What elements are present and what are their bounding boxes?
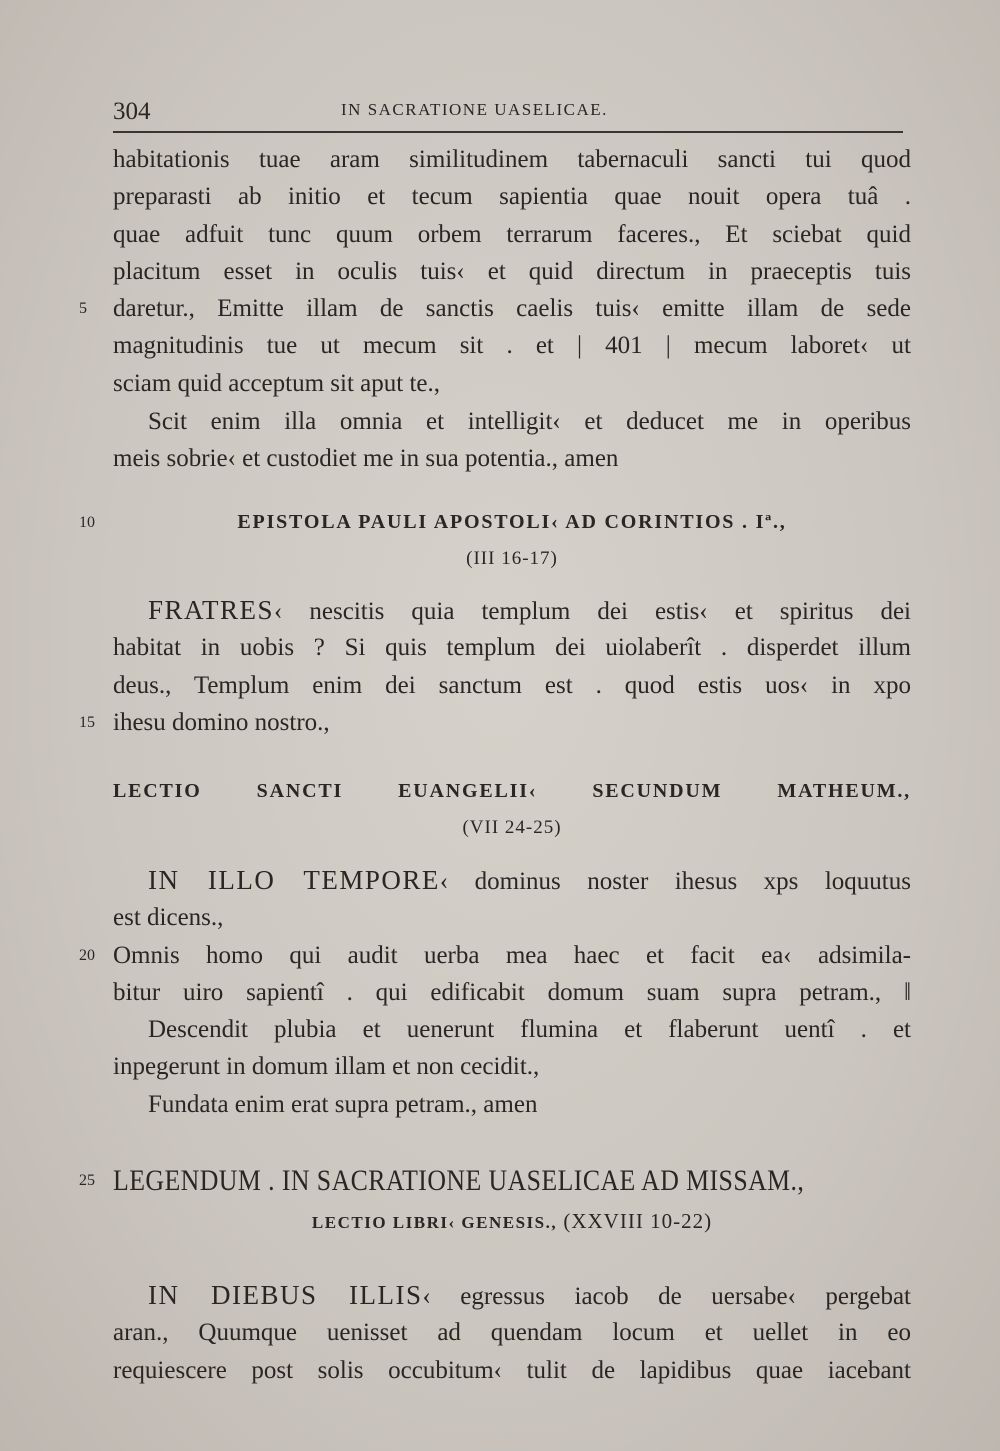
epistola-text: [79, 592, 911, 741]
lectio-text: [79, 862, 911, 1123]
text-line: Fundata enim erat supra petram., amen: [148, 1090, 538, 1118]
text-line: aran., Quumque uenisset ad quendam locum et uellet in eo: [113, 1319, 911, 1347]
text-line: Descendit plubia et uenerunt flumina et flaberunt uentî . et: [148, 1016, 911, 1044]
epistola-reference-line: [113, 539, 911, 575]
text-line: inpegerunt in domum illam et non cecidit.,: [113, 1053, 540, 1081]
text-line: habitat in uobis ? Si quis templum dei uiolaberît . disperdet illum: [113, 634, 911, 662]
legendum-first-words: IN DIEBUS ILLIS: [148, 1280, 423, 1310]
text-line: est dicens.,: [113, 904, 224, 932]
text-line-15: [79, 704, 911, 741]
text-line: bitur uiro sapientî . qui edificabit domum suam supra petram., ‖: [113, 978, 911, 1006]
text-line-content: ‹ egressus iacob de uersabe‹ pergebat: [422, 1283, 912, 1310]
header-rule: [113, 131, 903, 133]
line-number: 5: [79, 300, 87, 318]
text-line: sciam quid acceptum sit aput te.,: [113, 369, 440, 397]
legendum-subtitle: LECTIO LIBRI‹ GENESIS.,: [311, 1213, 558, 1232]
text-line: Scit enim illa omnia et intelligit‹ et deducet me in operibus: [148, 408, 911, 435]
page-header: [113, 96, 903, 132]
text-line-20: [79, 937, 911, 974]
lectio-title-line: [113, 771, 911, 808]
line-number: 15: [79, 713, 95, 731]
legendum-subtitle-reference: (XXVIII 10-22): [563, 1209, 713, 1233]
lectio-reference: (VII 24-25): [462, 817, 562, 839]
epistola-title: EPISTOLA PAULI APOSTOLI‹ AD CORINTIOS . Iª.,: [237, 511, 787, 533]
line-number: 10: [79, 514, 95, 531]
text-line: [113, 1277, 911, 1314]
text-line: [113, 592, 911, 629]
lectio-title: LECTIO SANCTI EUANGELII‹ SECUNDUM MATHEUM.,: [113, 780, 911, 802]
legendum-title-line: [79, 1160, 911, 1202]
text-line-content: Omnis homo qui audit uerba mea haec et facit ea‹ adsimila-: [113, 941, 911, 969]
lectio-first-words: IN ILLO TEMPORE: [148, 865, 440, 895]
text-line: placitum esset in oculis tuis‹ et quid directum in praeceptis tuis: [113, 257, 911, 285]
text-line: [113, 862, 911, 899]
text-line: habitationis tuae aram similitudinem tabernaculi sancti tui quod: [113, 146, 911, 173]
lectio-heading: [113, 771, 911, 844]
text-line: magnitudinis tue ut mecum sit . et | 401 | mecum laboret‹ ut: [113, 332, 911, 360]
text-line-content: ihesu domino nostro.,: [113, 708, 330, 736]
text-line-content: ‹ dominus noster ihesus xps loquutus: [439, 868, 911, 895]
text-line: meis sobrie‹ et custodiet me in sua potentia., amen: [113, 445, 619, 473]
epistola-title-line: [79, 502, 911, 539]
epistola-first-word: FRATRES: [148, 595, 275, 625]
line-number: 25: [79, 1172, 95, 1189]
legendum-subtitle-line: [113, 1202, 911, 1240]
paragraph-wisdom: [79, 141, 911, 402]
text-line-content: ‹ nescitis quia templum dei estis‹ et spiritus dei: [274, 598, 911, 625]
text-line-5: [79, 290, 911, 327]
epistola-reference: (III 16-17): [466, 548, 558, 570]
paragraph-scit: [113, 403, 911, 478]
legendum-text: [113, 1277, 911, 1389]
legendum-title: LEGENDUM . IN SACRATIONE UASELICAE AD MISSAM.,: [113, 1164, 805, 1197]
line-number: 20: [79, 946, 95, 964]
running-title: IN SACRATIONE UASELICAE.: [341, 100, 608, 119]
text-line: preparasti ab initio et tecum sapientia quae nouit opera tuâ .: [113, 183, 911, 211]
text-line: quae adfuit tunc quum orbem terrarum faceres., Et sciebat quid: [113, 220, 911, 248]
text-line: deus., Templum enim dei sanctum est . quod estis uos‹ in xpo: [113, 671, 911, 699]
text-line-content: daretur., Emitte illam de sanctis caelis tuis‹ emitte illam de sede: [113, 295, 911, 323]
lectio-reference-line: [113, 808, 911, 844]
epistola-heading: [79, 502, 911, 575]
page-number: 304: [113, 98, 151, 125]
legendum-heading: [79, 1160, 911, 1240]
text-line: requiescere post solis occubitum‹ tulit de lapidibus quae iacebant: [113, 1356, 911, 1384]
